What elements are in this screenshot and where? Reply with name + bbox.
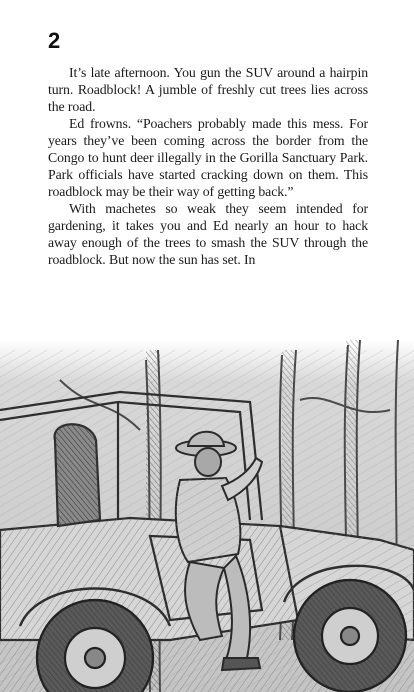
- story-paragraph: It’s late afternoon. You gun the SUV around a hairpin turn. Roadblock! A jumble of freshly cut trees lies across the road.: [48, 65, 368, 114]
- story-text: [48, 64, 368, 268]
- jeep-sketch-image: [0, 340, 414, 692]
- story-paragraph: With machetes so weak they seem intended for gardening, it takes you and Ed nearly an hour to hack away enough of the trees to smash the SUV through the roadblock. But now the sun has set. In: [48, 201, 368, 267]
- page-number: 2: [48, 28, 61, 53]
- story-paragraph: Ed frowns. “Poachers probably made this mess. For years they’ve been coming across the border from the Congo to hunt deer illegally in the Gorilla Sanctuary Park. Park officials have started cracking down on them. This roadblock may be their way of getting back.”: [48, 116, 368, 199]
- jeep-illustration: [0, 340, 414, 692]
